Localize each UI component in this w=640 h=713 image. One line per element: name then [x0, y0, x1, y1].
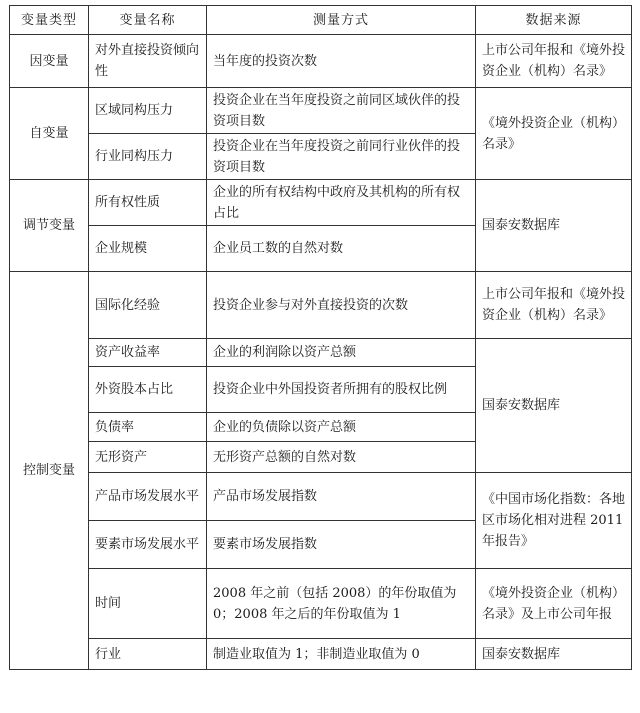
variable-name: 要素市场发展水平: [89, 521, 207, 569]
source-cell: 上市公司年报和《境外投资企业（机构）名录》: [476, 35, 632, 88]
measurement-cell: 要素市场发展指数: [207, 521, 476, 569]
table-row: [10, 88, 632, 134]
variable-name: 行业同构压力: [89, 134, 207, 180]
header-data-source: 数据来源: [476, 6, 632, 35]
measurement-cell: 投资企业中外国投资者所拥有的股权比例: [207, 367, 476, 413]
variable-name: 外资股本占比: [89, 367, 207, 413]
measurement-cell: 投资企业在当年度投资之前同行业伙伴的投资项目数: [207, 134, 476, 180]
variable-name: 资产收益率: [89, 339, 207, 367]
source-cell: 国泰安数据库: [476, 180, 632, 272]
variable-name: 负债率: [89, 413, 207, 442]
header-measurement: 测量方式: [207, 6, 476, 35]
measurement-cell: 企业员工数的自然对数: [207, 226, 476, 272]
source-cell: 《境外投资企业（机构）名录》及上市公司年报: [476, 569, 632, 639]
variable-name: 时间: [89, 569, 207, 639]
category-cell: 调节变量: [10, 180, 89, 272]
category-cell: 因变量: [10, 35, 89, 88]
table-row: [10, 569, 632, 639]
measurement-cell: 产品市场发展指数: [207, 473, 476, 521]
table-row: [10, 473, 632, 521]
table-row: [10, 180, 632, 226]
variable-name: 区域同构压力: [89, 88, 207, 134]
table-row: [10, 35, 632, 88]
variable-name: 企业规模: [89, 226, 207, 272]
table-row: [10, 639, 632, 670]
header-variable-name: 变量名称: [89, 6, 207, 35]
measurement-cell: 企业的所有权结构中政府及其机构的所有权占比: [207, 180, 476, 226]
measurement-cell: 投资企业在当年度投资之前同区域伙伴的投资项目数: [207, 88, 476, 134]
source-cell: 国泰安数据库: [476, 639, 632, 670]
variable-name: 产品市场发展水平: [89, 473, 207, 521]
source-cell: 《中国市场化指数：各地区市场化相对进程 2011 年报告》: [476, 473, 632, 569]
table-row: [10, 339, 632, 367]
category-cell: 自变量: [10, 88, 89, 180]
source-cell: 上市公司年报和《境外投资企业（机构）名录》: [476, 272, 632, 339]
header-row: [10, 6, 632, 35]
measurement-cell: 无形资产总额的自然对数: [207, 442, 476, 473]
measurement-cell: 当年度的投资次数: [207, 35, 476, 88]
measurement-cell: 企业的利润除以资产总额: [207, 339, 476, 367]
variable-name: 无形资产: [89, 442, 207, 473]
measurement-cell: 企业的负债除以资产总额: [207, 413, 476, 442]
category-cell: 控制变量: [10, 272, 89, 670]
variable-name: 国际化经验: [89, 272, 207, 339]
header-variable-type: 变量类型: [10, 6, 89, 35]
source-cell: 《境外投资企业（机构）名录》: [476, 88, 632, 180]
source-cell: 国泰安数据库: [476, 339, 632, 473]
variables-table: [9, 5, 632, 670]
measurement-cell: 制造业取值为 1；非制造业取值为 0: [207, 639, 476, 670]
measurement-cell: 2008 年之前（包括 2008）的年份取值为 0；2008 年之后的年份取值为 1: [207, 569, 476, 639]
table-row: [10, 272, 632, 339]
variable-name: 对外直接投资倾向性: [89, 35, 207, 88]
measurement-cell: 投资企业参与对外直接投资的次数: [207, 272, 476, 339]
variable-name: 所有权性质: [89, 180, 207, 226]
variable-name: 行业: [89, 639, 207, 670]
